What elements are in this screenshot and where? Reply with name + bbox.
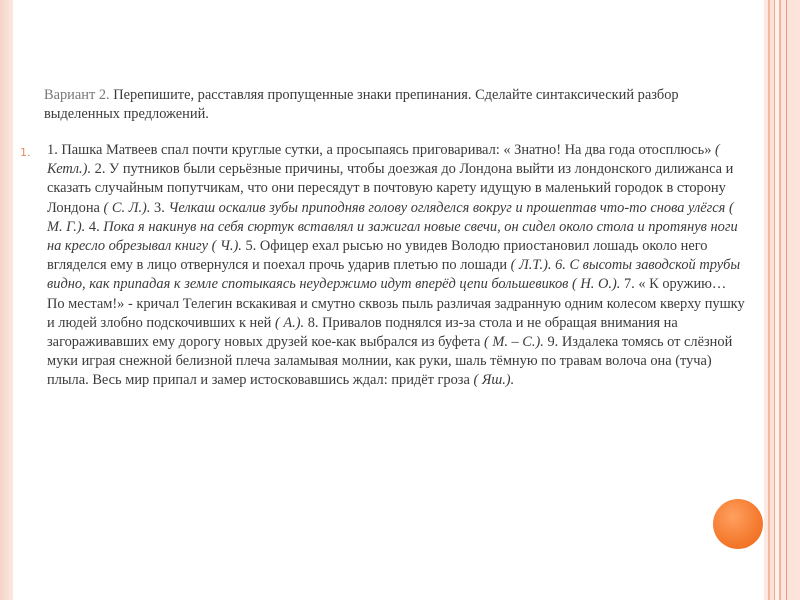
right-decor-stripes bbox=[764, 0, 800, 600]
task-instruction bbox=[44, 86, 742, 124]
text-run: ( Кетл.). bbox=[47, 142, 720, 178]
instruction-text: Перепишите, расставляя пропущенные знаки препинания. Сделайте синтаксический разбор выделенных предложений. bbox=[44, 87, 679, 123]
text-run: 8. Привалов поднялся из-за стола и не обращая внимания на загораживавших ему дорогу новых друзей кое-как выбрался из буфета bbox=[47, 314, 678, 351]
variant-label: Вариант 2. bbox=[44, 87, 110, 103]
text-run: ( А.). bbox=[274, 314, 305, 331]
text-run: 5. Офицер ехал рысью но увидев Володю приостановил лошадь около него вгляделся ему в лицо отвернулся и поехал прочь ударив плетью по лошади bbox=[47, 238, 708, 274]
text-run: 2. У путников были серьёзные причины, чтобы доезжая до Лондона выйти из лондонского дилижанса и сказать случайным попутчикам, что они пересядут в почтовую карету идущую в маленький городок в сторону Лондона bbox=[47, 161, 734, 216]
exercise-text bbox=[47, 141, 747, 391]
text-run: 3. bbox=[150, 199, 169, 216]
list-number: 1. bbox=[20, 146, 31, 159]
text-run: Челкаш оскалив зубы приподняв голову огляделся вокруг и прошептав что-то снова улёгся ( М. Г.). bbox=[47, 199, 734, 235]
text-run: 4. bbox=[85, 218, 104, 235]
text-run: ( Л.Т.). 6. С высоты заводской трубы видно, как припадая к земле спотыкаясь неудержимо идут вперёд цепи большевиков ( Н. О.). bbox=[47, 257, 741, 293]
text-run: ( М. – С.). bbox=[483, 334, 544, 351]
left-decor-bar bbox=[0, 0, 13, 600]
text-run: ( Яш.). bbox=[473, 372, 515, 389]
text-run: 9. Издалека томясь от слёзной муки играя снежной белизной плеча заламывая молнии, как руки, шаль тёмную по травам волоча она (туча) плыла. Весь мир припал и замер истосковавшись ждал: придёт гроза bbox=[47, 334, 733, 389]
text-run: Пока я накинув на себя сюртук вставлял и зажигал новые свечи, он сидел около стола и протянув ноги на кресло обрезывал книгу ( Ч.). bbox=[47, 218, 738, 255]
text-run: ( С. Л.). bbox=[103, 199, 151, 216]
orange-circle-decor bbox=[713, 499, 763, 549]
text-run: 7. « К оружию… По местам!» - кричал Телегин вскакивая и смутно сквозь пыль различая задранную одним колесом кверху пушку и людей злобно подскочивших к ней bbox=[47, 276, 745, 331]
text-run: 1. Пашка Матвеев спал почти круглые сутки, а просыпаясь приговаривал: « Знатно! На два года отосплюсь» bbox=[47, 142, 715, 158]
